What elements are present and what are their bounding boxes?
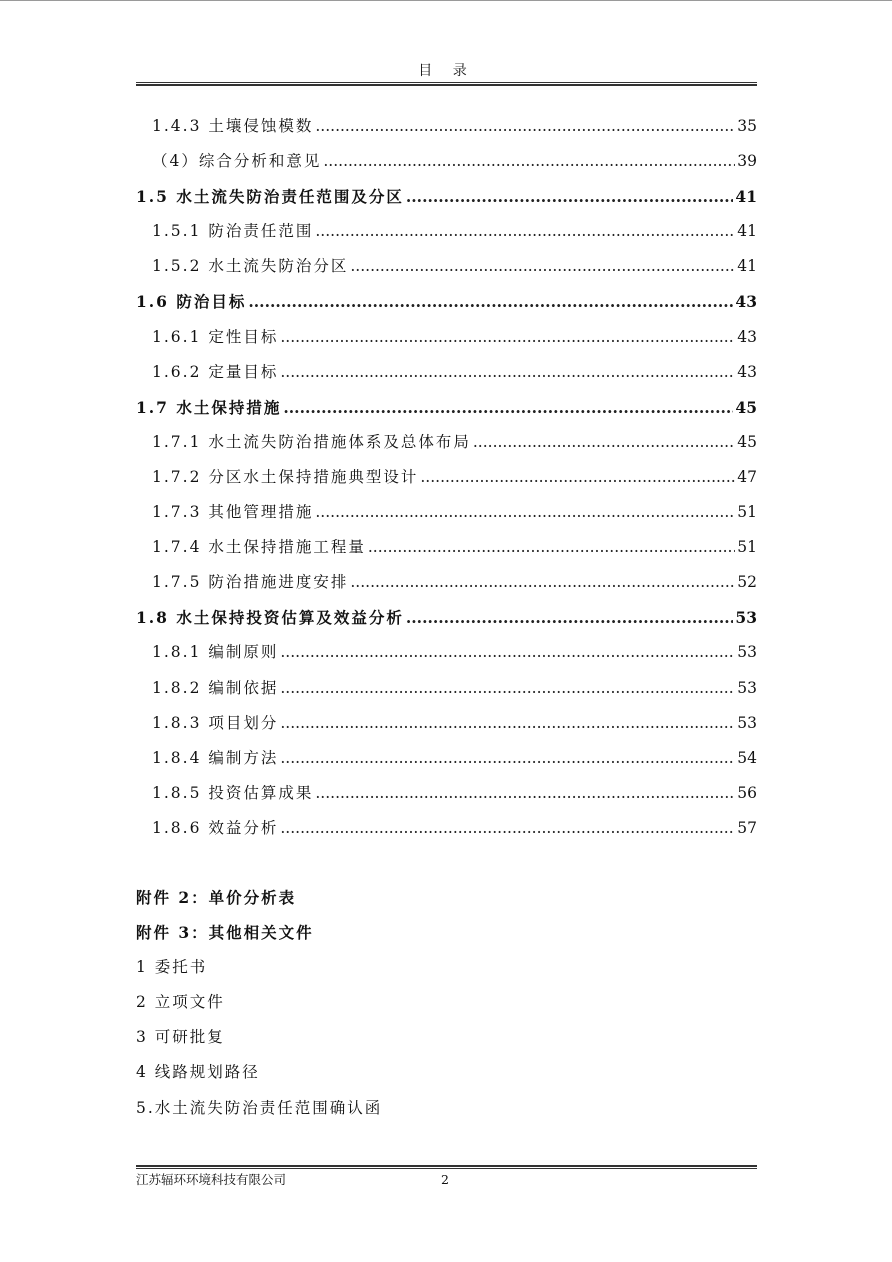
toc-entry[interactable]	[136, 530, 757, 565]
toc-entry-label: 1.8.4 编制方法	[152, 748, 279, 767]
toc-entry-label: 1.8.5 投资估算成果	[152, 783, 314, 802]
toc-entry-page: 45	[735, 397, 757, 417]
toc-entry[interactable]	[136, 214, 757, 249]
toc-dot-leader	[280, 355, 735, 390]
toc-entry-label: 1.8.6 效益分析	[152, 818, 279, 837]
toc-entry-page: 54	[737, 748, 757, 767]
toc-entry-label: 1.6.1 定性目标	[152, 327, 279, 346]
toc-dot-leader	[280, 706, 735, 741]
toc-entry-label: 1.7 水土保持措施	[136, 397, 282, 417]
toc-entry-page: 53	[737, 713, 757, 732]
toc-entry[interactable]	[136, 565, 757, 600]
toc-entry-page: 53	[735, 608, 757, 628]
toc-entry[interactable]	[136, 706, 757, 741]
toc-entry[interactable]	[136, 635, 757, 670]
toc-entry[interactable]	[136, 495, 757, 530]
toc-entry[interactable]	[136, 179, 757, 214]
page-top-edge	[0, 0, 892, 1]
appendix-list	[136, 880, 757, 1126]
toc-entry[interactable]	[136, 425, 757, 460]
toc-dot-leader	[350, 565, 735, 600]
page-header-title: 目 录	[418, 63, 475, 79]
toc-entry-page: 41	[737, 257, 757, 276]
toc-entry-label: 1.7.5 防治措施进度安排	[152, 573, 349, 592]
toc-dot-leader	[315, 109, 735, 144]
footer-rule	[136, 1168, 757, 1169]
toc-entry-page: 43	[735, 292, 757, 312]
toc-entry[interactable]	[136, 600, 757, 635]
toc-entry-label: 1.6.2 定量目标	[152, 362, 279, 381]
toc-entry-label: 1.7.1 水土流失防治措施体系及总体布局	[152, 432, 471, 451]
toc-dot-leader	[420, 460, 735, 495]
table-of-contents	[136, 109, 757, 846]
toc-entry-label: 1.8.1 编制原则	[152, 643, 279, 662]
toc-entry-page: 41	[737, 222, 757, 241]
appendix-item: 4 线路规划路径	[136, 1063, 260, 1082]
toc-dot-leader	[280, 671, 735, 706]
toc-dot-leader	[248, 284, 733, 319]
toc-entry-page: 43	[737, 362, 757, 381]
toc-entry[interactable]	[136, 390, 757, 425]
toc-entry[interactable]	[136, 320, 757, 355]
footer-rule-thick	[136, 1165, 757, 1167]
appendix-item: 1 委托书	[136, 958, 208, 977]
toc-entry-label: （4）综合分析和意见	[152, 152, 322, 171]
appendix-item: 3 可研批复	[136, 1028, 225, 1047]
toc-entry-page: 51	[737, 538, 757, 557]
header-rule	[136, 82, 757, 83]
toc-entry-page: 57	[737, 818, 757, 837]
toc-entry-page: 47	[737, 467, 757, 486]
toc-entry[interactable]	[136, 249, 757, 284]
toc-entry-label: 1.7.4 水土保持措施工程量	[152, 538, 366, 557]
toc-dot-leader	[406, 179, 734, 214]
toc-entry-page: 51	[737, 503, 757, 522]
toc-entry-page: 56	[737, 783, 757, 802]
toc-entry-label: 1.6 防治目标	[136, 292, 247, 312]
toc-dot-leader	[280, 320, 735, 355]
header-rule-thick	[136, 84, 757, 86]
footer-company: 江苏辐环环境科技有限公司	[136, 1172, 287, 1187]
toc-dot-leader	[406, 600, 734, 635]
toc-entry[interactable]	[136, 776, 757, 811]
toc-dot-leader	[280, 635, 735, 670]
toc-dot-leader	[350, 249, 735, 284]
toc-entry-label: 1.7.3 其他管理措施	[152, 503, 314, 522]
appendix-item: 附件 3：其他相关文件	[136, 923, 314, 943]
toc-entry-page: 52	[737, 573, 757, 592]
toc-dot-leader	[280, 811, 735, 846]
toc-dot-leader	[315, 214, 735, 249]
toc-entry-label: 1.8.2 编制依据	[152, 678, 279, 697]
toc-entry[interactable]	[136, 741, 757, 776]
toc-entry-page: 53	[737, 678, 757, 697]
toc-dot-leader	[323, 144, 735, 179]
toc-entry-label: 1.8.3 项目划分	[152, 713, 279, 732]
toc-entry[interactable]	[136, 460, 757, 495]
toc-dot-leader	[283, 390, 733, 425]
toc-dot-leader	[280, 741, 735, 776]
toc-entry-label: 1.8 水土保持投资估算及效益分析	[136, 608, 404, 628]
toc-entry-page: 35	[737, 117, 757, 135]
toc-dot-leader	[473, 425, 735, 460]
toc-entry[interactable]	[136, 109, 757, 144]
toc-entry[interactable]	[136, 284, 757, 319]
toc-entry[interactable]	[136, 671, 757, 706]
toc-entry-label: 1.5 水土流失防治责任范围及分区	[136, 187, 404, 207]
toc-entry-page: 39	[737, 152, 757, 171]
toc-entry-page: 43	[737, 327, 757, 346]
toc-entry[interactable]	[136, 355, 757, 390]
toc-dot-leader	[315, 776, 735, 811]
appendix-item: 2 立项文件	[136, 993, 225, 1012]
toc-entry-label: 1.5.2 水土流失防治分区	[152, 257, 349, 276]
toc-entry[interactable]	[136, 811, 757, 846]
toc-entry-page: 53	[737, 643, 757, 662]
toc-entry-page: 45	[737, 432, 757, 451]
toc-entry[interactable]	[136, 144, 757, 179]
toc-entry-page: 41	[735, 187, 757, 207]
toc-entry-label: 1.4.3 土壤侵蚀模数	[152, 117, 314, 135]
toc-dot-leader	[368, 530, 735, 565]
toc-dot-leader	[315, 495, 735, 530]
appendix-item: 附件 2：单价分析表	[136, 888, 297, 907]
toc-entry-label: 1.7.2 分区水土保持措施典型设计	[152, 467, 419, 486]
toc-entry-label: 1.5.1 防治责任范围	[152, 222, 314, 241]
appendix-item: 5.水土流失防治责任范围确认函	[136, 1098, 383, 1117]
footer-page-number: 2	[441, 1172, 449, 1187]
